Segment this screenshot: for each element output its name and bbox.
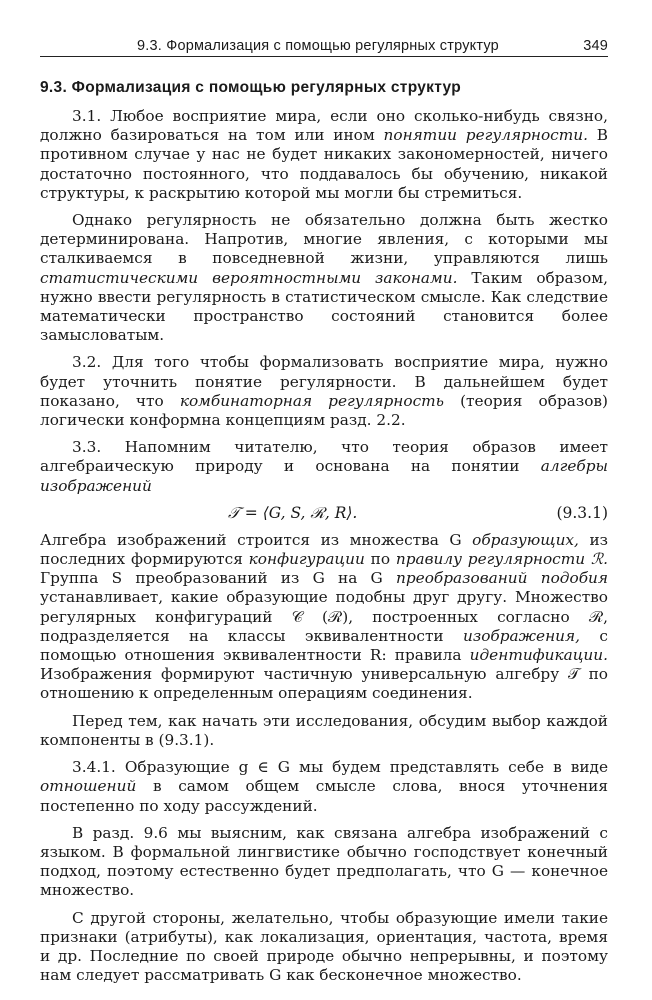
emphasis: преобразований подобия <box>396 569 609 588</box>
emphasis: правилу регулярности ℛ. <box>395 550 608 569</box>
text: Группа S преобразований из G на G <box>40 569 396 588</box>
emphasis: конфигурации <box>248 550 365 569</box>
paragraph-3-3 <box>40 438 608 496</box>
item-number: 3.3. <box>72 438 102 457</box>
formula-number: (9.3.1) <box>556 504 608 523</box>
emphasis: образующих, <box>472 530 579 549</box>
paragraph-section-9-6 <box>40 824 608 901</box>
paragraph-regularity <box>40 211 608 345</box>
text: Образующие g ∈ G мы будем представлять себе в виде <box>115 758 608 777</box>
text: Алгебра изображений строится из множества G <box>40 530 473 549</box>
text: Изображения формируют частичную универсальную алгебру 𝒯 по отношению к определенным операциям соединения. <box>40 665 608 703</box>
running-header-title: 9.3. Формализация с помощью регулярных структур <box>137 38 499 54</box>
paragraph-3-4-1 <box>40 758 608 816</box>
text: Перед тем, как начать эти исследования, обсудим выбор каждой компоненты в (9.3.1). <box>40 711 608 749</box>
text: Любое восприятие мира, если оно сколько-нибудь связно, должно базироваться на том или ином <box>40 107 608 145</box>
emphasis: понятии регулярности. <box>383 126 588 145</box>
emphasis: изображения, <box>463 626 581 645</box>
text: В противном случае у нас не будет никаких закономерностей, ничего достаточно постоянного, что поддавалось бы обучению, никакой структуры, к раскрытию которой мы могли бы стремиться. <box>40 126 608 202</box>
paragraph-attributes <box>40 909 608 986</box>
emphasis: идентификации. <box>469 646 608 665</box>
text: В разд. 9.6 мы выясним, как связана алгебра изображений с языком. В формальной лингвистике обычно господствует конечный подход, поэтому естественно будет предполагать, что G — конечное множество. <box>40 823 608 900</box>
text: (теория образов) логически конформна концепциям разд. 2.2. <box>40 391 608 430</box>
paragraph-3-1 <box>40 107 608 203</box>
text: Таким образом, нужно ввести регулярность в статистическом смысле. Как следствие математически пространство состояний становится более замысловатым. <box>40 268 608 345</box>
running-header <box>40 38 608 57</box>
emphasis: отношений <box>40 777 137 796</box>
text: устанавливает, какие образующие подобны друг другу. Множество регулярных конфигураций 𝒞 (ℛ), построенных согласно ℛ, подразделяется на классы эквивалентности <box>40 588 608 645</box>
text: с помощью отношения эквивалентности R: правила <box>40 626 608 665</box>
text: С другой стороны, желательно, чтобы образующие имели такие признаки (атрибуты), как локализация, ориентация, частота, время и др. Последние по своей природе обычно непрерывны, и поэтому нам следует рассматривать G как бесконечное множество. <box>40 908 608 985</box>
text: по <box>364 550 396 569</box>
emphasis: статистическими вероятностными законами. <box>40 268 458 287</box>
paragraph-image-algebra <box>40 531 608 704</box>
paragraph-before-research <box>40 712 608 750</box>
item-number: 3.1. <box>72 107 102 125</box>
text: в самом общем смысле слова, внося уточнения постепенно по ходу рассуждений. <box>40 777 608 815</box>
text: Напомним читателю, что теория образов имеет алгебраическую природу и основана на понятии <box>40 438 608 476</box>
emphasis: алгебры изображений <box>40 457 608 495</box>
emphasis: комбинаторная регулярность <box>179 391 444 410</box>
item-number: 3.2. <box>72 353 102 372</box>
text: Для того чтобы формализовать восприятие мира, нужно будет уточнить понятие регулярности. В дальнейшем будет показано, что <box>40 353 608 410</box>
page-number: 349 <box>583 38 608 54</box>
formula-body: 𝒯 = ⟨G, S, ℛ, R⟩. <box>228 503 358 522</box>
formula-9-3-1 <box>40 504 608 523</box>
book-page <box>40 38 608 993</box>
item-number: 3.4.1. <box>72 758 116 777</box>
paragraph-3-2 <box>40 353 608 430</box>
text: Однако регулярность не обязательно должна быть жестко детерминирована. Напротив, многие явления, с которыми мы сталкиваемся в повседневной жизни, управляются лишь <box>40 211 608 268</box>
text: из последних формируются <box>40 530 608 569</box>
section-title: 9.3. Формализация с помощью регулярных структур <box>40 79 461 96</box>
